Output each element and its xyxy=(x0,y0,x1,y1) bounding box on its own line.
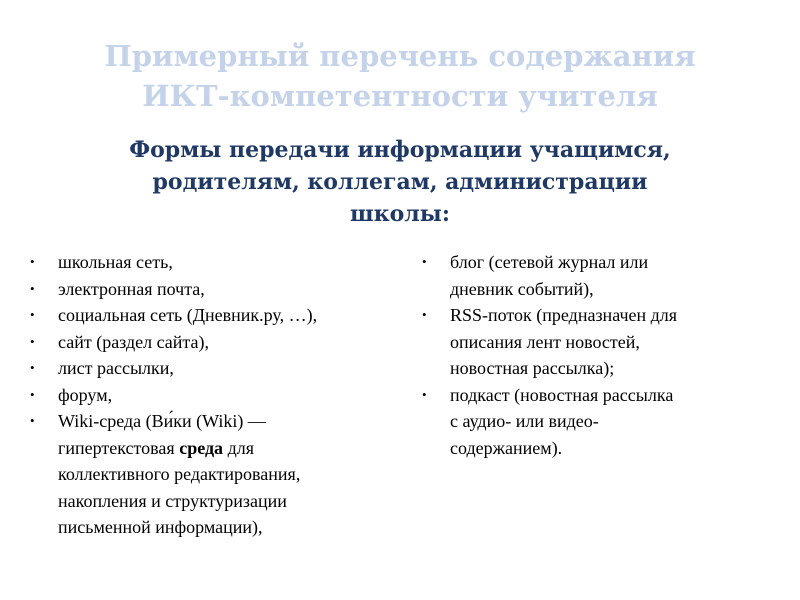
list-item-text: описания лент новостей, xyxy=(450,331,640,352)
left-bullet-list xyxy=(30,249,415,541)
bullet-icon: • xyxy=(30,333,35,349)
bullet-icon: • xyxy=(30,280,35,296)
list-item xyxy=(422,382,772,462)
list-item-text: письменной информации), xyxy=(58,517,263,537)
text-fragment: гипертекстовая xyxy=(58,437,180,458)
bullet-icon: • xyxy=(30,413,35,428)
slide-title-line-1: Примерный перечень содержания xyxy=(104,39,696,73)
bullet-icon: • xyxy=(422,386,427,402)
list-item-text: накопления и структуризации xyxy=(58,490,287,511)
list-item xyxy=(422,249,772,302)
list-item xyxy=(30,382,415,409)
list-item-text: коллективного редактирования, xyxy=(58,464,301,484)
list-item xyxy=(30,249,415,276)
list-item-text: форум, xyxy=(58,384,113,405)
list-item-wiki xyxy=(30,408,415,541)
list-item-text: новостная рассылка); xyxy=(450,358,615,378)
list-item-text: школьная сеть, xyxy=(58,252,173,272)
list-item-text: социальная сеть (Дневник.ру, …), xyxy=(58,305,318,325)
bullet-icon: • xyxy=(30,360,35,375)
slide-subtitle-line-2: родителям, коллегам, администрации xyxy=(152,169,648,195)
list-item xyxy=(422,302,772,382)
slide-subtitle-line-1: Формы передачи информации учащимся, xyxy=(129,137,671,163)
text-fragment: для xyxy=(223,437,254,458)
slide-title xyxy=(0,36,800,116)
bold-term: среда xyxy=(179,437,224,458)
list-item xyxy=(30,355,415,382)
list-item-text: Wiki-среда (Ви́ки (Wiki) — xyxy=(58,411,266,431)
list-item-text: RSS-поток (предназначен для xyxy=(450,305,678,325)
list-item-text: подкаст (новостная рассылка xyxy=(450,384,674,405)
list-item-text: электронная почта, xyxy=(58,278,205,299)
slide-subtitle xyxy=(60,134,740,230)
list-item-text: дневник событий), xyxy=(450,278,594,299)
list-item xyxy=(30,276,415,303)
list-item-text: содержанием). xyxy=(450,437,563,458)
bullet-icon: • xyxy=(30,307,35,322)
list-item-text: блог (сетевой журнал или xyxy=(450,252,649,272)
list-item-text-line-2 xyxy=(58,435,415,462)
slide-title-line-2: ИКТ-компетентности учителя xyxy=(142,79,658,113)
bullet-icon: • xyxy=(30,254,35,269)
bullet-icon: • xyxy=(30,386,35,402)
list-item-text: с аудио- или видео- xyxy=(450,411,599,431)
right-bullet-list xyxy=(422,249,772,461)
bullet-icon: • xyxy=(422,307,427,322)
list-item-text: лист рассылки, xyxy=(58,358,174,378)
list-item-text: сайт (раздел сайта), xyxy=(58,331,209,352)
slide-subtitle-line-3: школы: xyxy=(350,201,450,227)
list-item xyxy=(30,302,415,329)
bullet-icon: • xyxy=(422,254,427,269)
list-item xyxy=(30,329,415,356)
